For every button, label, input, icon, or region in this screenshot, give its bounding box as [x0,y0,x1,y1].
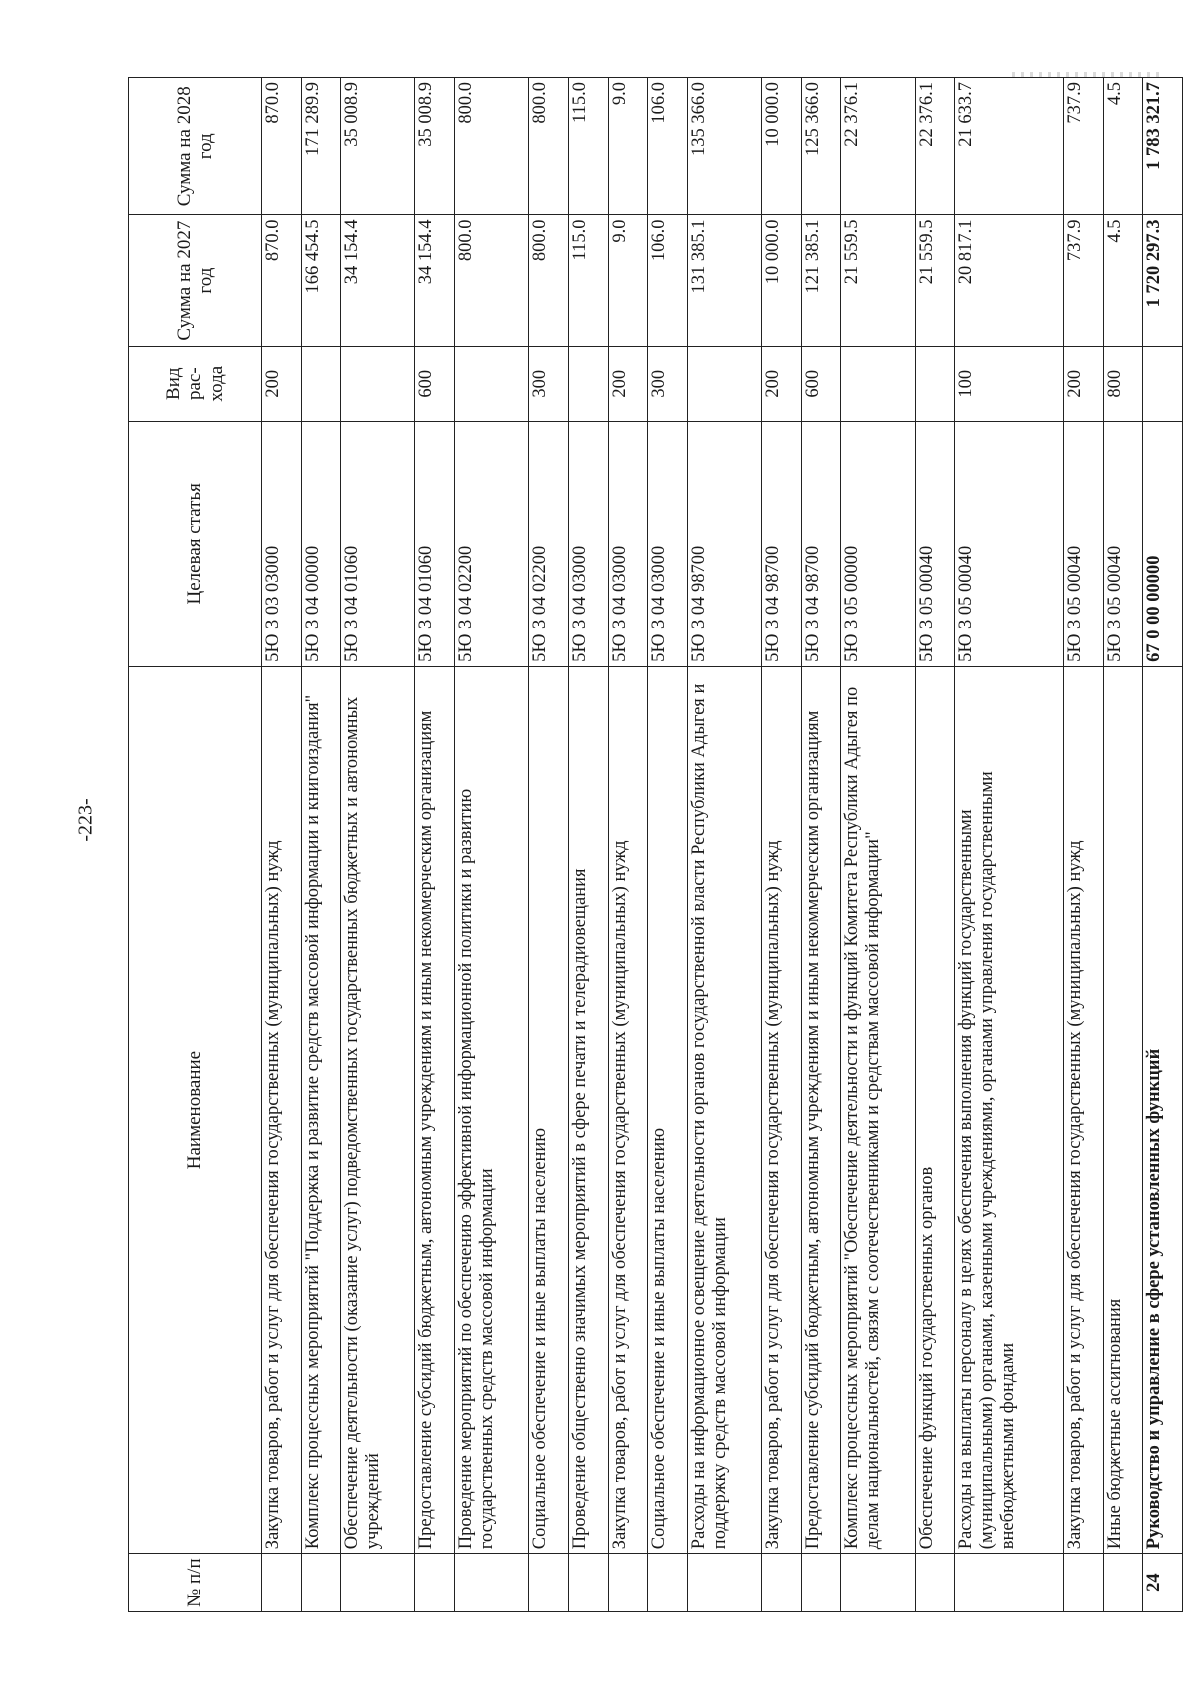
cell-code: 5Ю 3 05 00040 [915,421,955,666]
cell-type [687,346,761,421]
cell-amount-2028: 22 376.1 [915,78,955,216]
cell-num [955,1554,1064,1612]
cell-amount-2027: 21 559.5 [915,215,955,346]
cell-num [687,1554,761,1612]
cell-amount-2028: 106.0 [648,78,688,216]
cell-num [762,1554,802,1612]
table-row [608,78,648,1612]
header-amount-2027: Сумма на 2027 год [129,215,262,346]
cell-code: 5Ю 3 04 02200 [455,421,529,666]
table-row [568,78,608,1612]
cell-type: 800 [1103,346,1143,421]
cell-amount-2028: 125 366.0 [801,78,841,216]
cell-amount-2028: 4.5 [1103,78,1143,216]
cell-amount-2027: 9.0 [608,215,648,346]
table-row [915,78,955,1612]
cell-amount-2028: 35 008.9 [341,78,415,216]
cell-amount-2027: 20 817.1 [955,215,1064,346]
cell-num [455,1554,529,1612]
cell-name: Комплекс процессных мероприятий "Поддержка и развитие средств массовой информации и книгоиздания" [301,666,341,1553]
cell-type [915,346,955,421]
budget-table [128,77,1183,1612]
cell-code: 5Ю 3 04 01060 [341,421,415,666]
cell-type: 200 [1064,346,1104,421]
page-number: -223- [74,798,97,842]
table-row [262,78,302,1612]
cell-amount-2028: 800.0 [529,78,569,216]
cell-num [415,1554,455,1612]
rotated-page [128,77,1183,1612]
cell-name: Предоставление субсидий бюджетным, автономным учреждениям и иным некоммерческим организациям [801,666,841,1553]
cell-amount-2028: 22 376.1 [841,78,915,216]
cell-code: 5Ю 3 05 00040 [1064,421,1104,666]
table-row [648,78,688,1612]
table-row [455,78,529,1612]
cell-amount-2028: 800.0 [455,78,529,216]
cell-name: Обеспечение деятельности (оказание услуг) подведомственных государственных бюджетных и автономных учреждений [341,666,415,1553]
cell-type [841,346,915,421]
cell-type: 300 [529,346,569,421]
cell-type: 100 [955,346,1064,421]
cell-amount-2027: 800.0 [529,215,569,346]
cell-num [915,1554,955,1612]
cell-name: Расходы на информационное освещение деятельности органов государственной власти Республики Адыгея и поддержку средств массовой информации [687,666,761,1553]
cell-code: 5Ю 3 05 00000 [841,421,915,666]
cell-amount-2027: 115.0 [568,215,608,346]
cell-code: 5Ю 3 04 01060 [415,421,455,666]
header-name: Наименование [129,666,262,1553]
cell-amount-2027: 737.9 [1064,215,1104,346]
cell-name: Закупка товаров, работ и услуг для обеспечения государственных (муниципальных) нужд [1064,666,1104,1553]
cell-num [1064,1554,1104,1612]
cell-amount-2028: 35 008.9 [415,78,455,216]
cell-num [301,1554,341,1612]
table-row [341,78,415,1612]
cell-amount-2027: 34 154.4 [341,215,415,346]
cell-amount-2027: 800.0 [455,215,529,346]
cell-code: 5Ю 3 04 98700 [687,421,761,666]
cell-num [841,1554,915,1612]
cell-num [529,1554,569,1612]
table-row [841,78,915,1612]
cell-amount-2027: 121 385.1 [801,215,841,346]
cell-type [1143,346,1183,421]
cell-type: 600 [801,346,841,421]
cell-name: Проведение мероприятий по обеспечению эффективной информационной политики и развитию государственных средств массовой информации [455,666,529,1553]
table-row [687,78,761,1612]
cell-code: 5Ю 3 05 00040 [1103,421,1143,666]
cell-num: 24 [1143,1554,1183,1612]
cell-code: 5Ю 3 04 00000 [301,421,341,666]
cell-amount-2027: 4.5 [1103,215,1143,346]
cell-type: 300 [648,346,688,421]
cell-code: 5Ю 3 04 03000 [568,421,608,666]
cell-name: Социальное обеспечение и иные выплаты населению [648,666,688,1553]
table-row [529,78,569,1612]
cell-amount-2028: 171 289.9 [301,78,341,216]
cell-amount-2028: 1 783 321.7 [1143,78,1183,216]
cell-name: Обеспечение функций государственных органов [915,666,955,1553]
cell-type: 200 [608,346,648,421]
cell-amount-2027: 10 000.0 [762,215,802,346]
cell-num [262,1554,302,1612]
cell-amount-2028: 737.9 [1064,78,1104,216]
cell-type [455,346,529,421]
header-amount-2028: Сумма на 2028 год [129,78,262,216]
cell-name: Предоставление субсидий бюджетным, автономным учреждениям и иным некоммерческим организациям [415,666,455,1553]
cell-name: Социальное обеспечение и иные выплаты населению [529,666,569,1553]
cell-name: Руководство и управление в сфере установленных функций [1143,666,1183,1553]
cell-name: Закупка товаров, работ и услуг для обеспечения государственных (муниципальных) нужд [762,666,802,1553]
header-code: Целевая статья [129,421,262,666]
cell-name: Проведение общественно значимых мероприятий в сфере печати и телерадиовещания [568,666,608,1553]
cell-type: 200 [762,346,802,421]
cell-type [301,346,341,421]
cell-amount-2027: 21 559.5 [841,215,915,346]
cell-amount-2027: 870.0 [262,215,302,346]
cell-num [648,1554,688,1612]
cell-type [568,346,608,421]
cell-num [341,1554,415,1612]
table-header-row [129,78,262,1612]
header-num: № п/п [129,1554,262,1612]
cell-num [801,1554,841,1612]
cell-amount-2028: 21 633.7 [955,78,1064,216]
table-row [1103,78,1143,1612]
cell-num [608,1554,648,1612]
cell-amount-2027: 131 385.1 [687,215,761,346]
cell-type: 600 [415,346,455,421]
cell-code: 5Ю 3 03 03000 [262,421,302,666]
table-row [1064,78,1104,1612]
cell-code: 5Ю 3 04 98700 [801,421,841,666]
table-row [415,78,455,1612]
cell-code: 5Ю 3 05 00040 [955,421,1064,666]
cell-name: Расходы на выплаты персоналу в целях обеспечения выполнения функций государственными (муниципальными) органами, казенными учреждениями, органами управления государственными внебюджетными фондами [955,666,1064,1553]
cell-amount-2027: 34 154.4 [415,215,455,346]
table-row [301,78,341,1612]
cell-code: 5Ю 3 04 03000 [608,421,648,666]
cell-name: Комплекс процессных мероприятий "Обеспечение деятельности и функций Комитета Республики Адыгея по делам национальностей, связям с соотечественниками и средствам массовой информации" [841,666,915,1553]
table-row [955,78,1064,1612]
cell-type: 200 [262,346,302,421]
cell-num [568,1554,608,1612]
cell-code: 5Ю 3 04 03000 [648,421,688,666]
cell-code: 5Ю 3 04 02200 [529,421,569,666]
cell-name: Закупка товаров, работ и услуг для обеспечения государственных (муниципальных) нужд [262,666,302,1553]
cell-amount-2028: 10 000.0 [762,78,802,216]
cell-name: Иные бюджетные ассигнования [1103,666,1143,1553]
cell-type [341,346,415,421]
cell-code: 67 0 00 00000 [1143,421,1183,666]
cell-amount-2027: 1 720 297.3 [1143,215,1183,346]
cell-amount-2028: 115.0 [568,78,608,216]
cell-name: Закупка товаров, работ и услуг для обеспечения государственных (муниципальных) нужд [608,666,648,1553]
cell-code: 5Ю 3 04 98700 [762,421,802,666]
header-type: Вид рас- хода [129,346,262,421]
cell-amount-2028: 870.0 [262,78,302,216]
cell-amount-2028: 9.0 [608,78,648,216]
table-row-total [1143,78,1183,1612]
cell-amount-2027: 166 454.5 [301,215,341,346]
cell-num [1103,1554,1143,1612]
cell-amount-2027: 106.0 [648,215,688,346]
table-row [801,78,841,1612]
table-row [762,78,802,1612]
cell-amount-2028: 135 366.0 [687,78,761,216]
